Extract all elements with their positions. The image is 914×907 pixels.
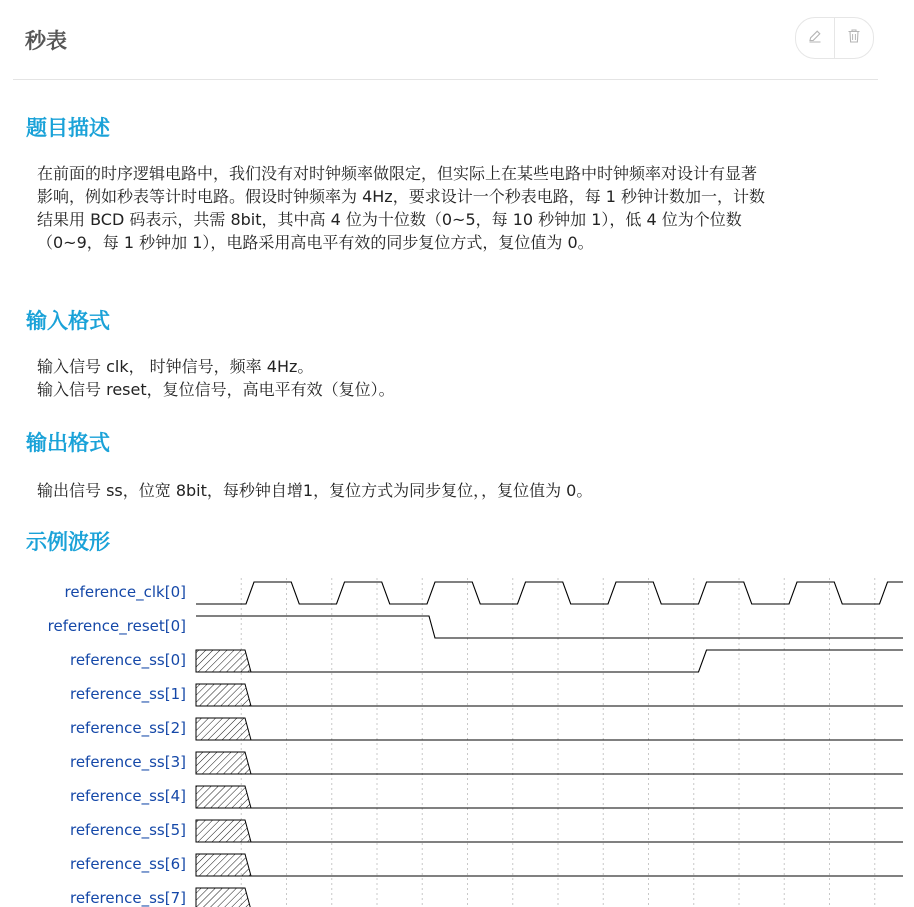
description-heading: 题目描述 <box>26 116 110 140</box>
unknown-region <box>196 820 251 842</box>
description-text: 在前面的时序逻辑电路中，我们没有对时钟频率做限定，但实际上在某些电路中时钟频率对设计有显著 影响，例如秒表等计时电路。假设时钟频率为 4Hz，要求设计一个秒表电路，每 1 秒钟计数加一，计数 结果用 BCD 码表示，共需 8bit，其中高 4 位为十位数（0~5，每 10 秒钟加 1），低 4 位为个位数 （0~9，每 1 秒钟加 1），电路采用高电平有效的同步复位方式，复位值为 0。 <box>37 164 766 252</box>
input-format-text: 输入信号 clk， 时钟信号，频率 4Hz。 输入信号 reset，复位信号，高电平有效（复位）。 <box>37 357 395 399</box>
signal-label: reference_ss[7] <box>69 889 186 907</box>
signal-label: reference_clk[0] <box>64 583 186 601</box>
input-format-heading: 输入格式 <box>26 309 110 333</box>
signal-label: reference_ss[2] <box>69 719 186 737</box>
signal-label: reference_ss[4] <box>69 787 186 805</box>
unknown-region <box>196 752 251 774</box>
signal-label: reference_ss[1] <box>69 685 186 703</box>
bit-trace <box>251 650 903 672</box>
output-format-heading: 输出格式 <box>26 431 110 455</box>
signal-label: reference_ss[5] <box>69 821 186 839</box>
reset-trace <box>196 616 903 638</box>
page-title: 秒表 <box>25 29 67 53</box>
unknown-region <box>196 786 251 808</box>
unknown-region <box>196 718 251 740</box>
unknown-region <box>196 650 251 672</box>
output-format-text: 输出信号 ss，位宽 8bit，每秒钟自增1，复位方式为同步复位，，复位值为 0。 <box>37 481 593 500</box>
unknown-region <box>196 684 251 706</box>
signal-label: reference_reset[0] <box>47 617 186 635</box>
signal-label: reference_ss[6] <box>69 855 186 873</box>
signal-label: reference_ss[0] <box>69 651 186 669</box>
unknown-region <box>196 888 251 907</box>
waveform-heading: 示例波形 <box>26 530 110 554</box>
unknown-region <box>196 854 251 876</box>
clock-trace <box>196 582 903 604</box>
signal-label: reference_ss[3] <box>69 753 186 771</box>
